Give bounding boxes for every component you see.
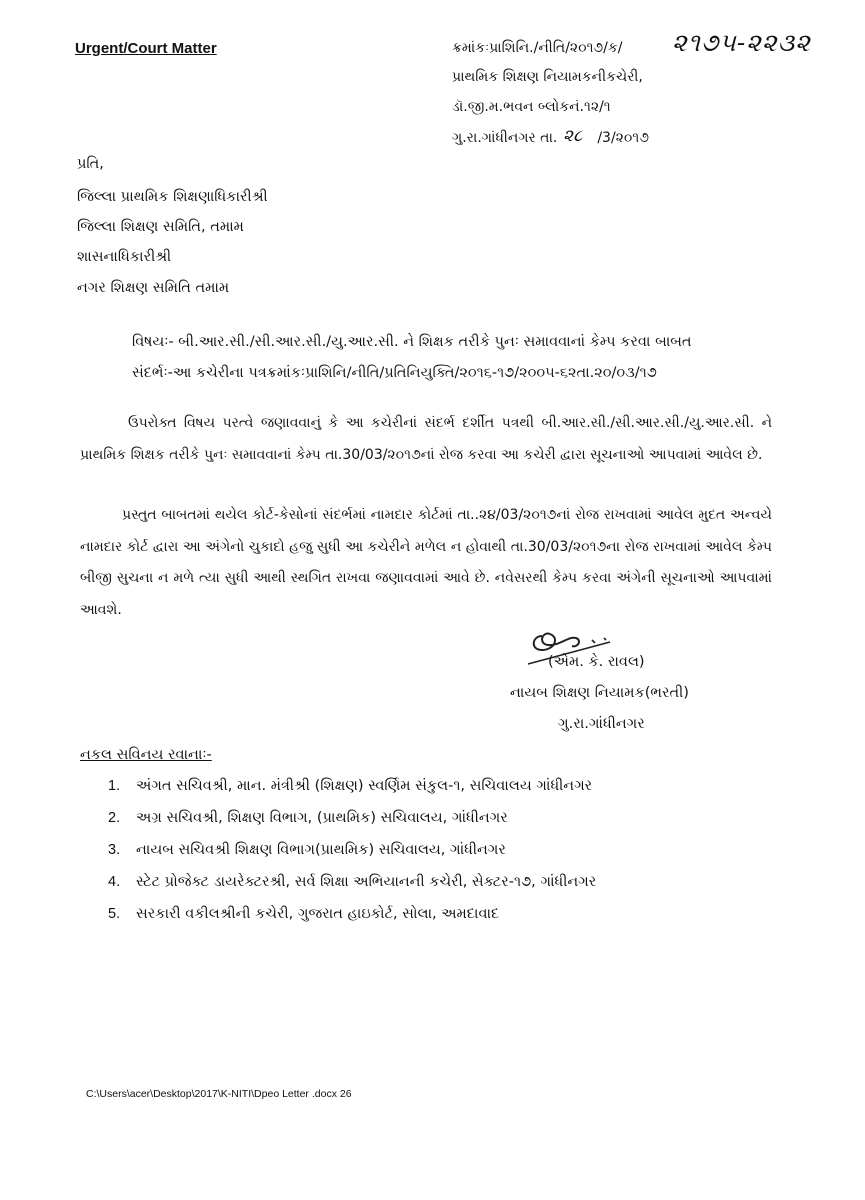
recipient-line: જિલ્લા શિક્ષણ સમિતિ, તમામ (77, 219, 244, 235)
handwritten-date-day: ૨૮ (563, 126, 583, 146)
copy-to-heading: નકલ સવિનય રવાનાઃ- (80, 747, 212, 763)
subject-line: વિષયઃ- બી.આર.સી./સી.આર.સી./યુ.આર.સી. ને શિક્ષક તરીકે પુનઃ સમાવવાનાં કેમ્પ કરવા બાબત (132, 334, 692, 350)
paragraph-text: ઉપરોક્ત વિષય પરત્વે જણાવવાનું કે આ કચેરીનાં સંદર્ભ દર્શીત પત્રથી બી.આર.સી./સી.આર.સી./યુ.આર.સી. ને પ્રાથમિક શિક્ષક તરીકે પુનઃ સમાવવાનાં કેમ્પ તા.30/03/૨૦૧૭નાં રોજ કરવા આ કચેરી દ્વારા સૂચનાઓ આપવામાં આવેલ છે. (80, 415, 772, 463)
list-item-number: 2. (108, 810, 121, 826)
prati-salutation: પ્રતિ, (77, 156, 104, 172)
body-paragraph-2 (80, 500, 772, 626)
list-item-text: સરકારી વકીલશ્રીની કચેરી, ગુજરાત હાઇકોર્ટ, સોલા, અમદાવાદ (136, 906, 500, 922)
file-path-footer: C:\Users\acer\Desktop\2017\K-NITI\Dpeo Letter .docx 26 (86, 1088, 352, 1100)
reference-number: ક્રમાંકઃપ્રાશિનિ./નીતિ/૨૦૧૭/ક/ (452, 40, 623, 56)
list-item (108, 770, 596, 802)
recipient-line: નગર શિક્ષણ સમિતિ તમામ (77, 280, 230, 296)
list-item (108, 898, 596, 930)
list-item-number: 4. (108, 874, 121, 890)
urgent-marking: Urgent/Court Matter (75, 40, 217, 57)
letter-date (452, 130, 649, 146)
list-item-text: નાયબ સચિવશ્રી શિક્ષણ વિભાગ(પ્રાથમિક) સચિવાલય, ગાંધીનગર (136, 842, 506, 858)
copy-to-list (108, 770, 596, 930)
list-item-text: અગ્ર સચિવશ્રી, શિક્ષણ વિભાગ, (પ્રાથમિક) સચિવાલય, ગાંધીનગર (136, 810, 508, 826)
list-item-text: અંગત સચિવશ્રી, માન. મંત્રીશ્રી (શિક્ષણ) સ્વર્ણિમ સંકુલ-૧, સચિવાલય ગાંધીનગર (136, 778, 593, 794)
signatory-place: ગુ.રા.ગાંધીનગર (558, 716, 645, 732)
recipient-line: જિલ્લા પ્રાથમિક શિક્ષણાધિકારીશ્રી (77, 189, 268, 205)
list-item-number: 5. (108, 906, 121, 922)
list-item-text: સ્ટેટ પ્રોજેક્ટ ડાયરેક્ટરશ્રી, સર્વ શિક્ષા અભિયાનની કચેરી, સેક્ટર-૧૭, ગાંધીનગર (136, 874, 597, 890)
body-paragraph-1 (80, 408, 772, 471)
paragraph-text: પ્રસ્તુત બાબતમાં થયેલ કોર્ટ-કેસોનાં સંદર્ભમાં નામદાર કોર્ટમાં તા..૨૪/03/૨૦૧૭નાં રોજ રાખવામાં આવેલ મુદત અન્વયે નામદાર કોર્ટ દ્વારા આ અંગેનો ચુકાદો હજુ સુધી આ કચેરીને મળેલ ન હોવાથી તા.30/03/૨૦૧૭ના રોજ રાખવામાં આવેલ કેમ્પ બીજી સુચના ન મળે ત્યા સુધી આથી સ્થગિત રાખવા જણાવવામાં આવે છે. નવેસરથી કેમ્પ કરવા અંગેની સૂચનાઓ આપવામાં આવશે. (80, 507, 772, 618)
list-item-number: 3. (108, 842, 121, 858)
office-address: ડૉ.જી.મ.ભવન બ્લોકનં.૧૨/૧ (452, 99, 611, 115)
list-item (108, 866, 596, 898)
signatory-name: (એમ. કે. રાવલ) (548, 654, 645, 670)
handwritten-reference-number: ૨૧૭૫-૨૨૩૨ (672, 28, 811, 57)
signatory-designation: નાયબ શિક્ષણ નિયામક(ભરતી) (510, 685, 689, 701)
list-item (108, 834, 596, 866)
office-name: પ્રાથમિક શિક્ષણ નિયામકનીકચેરી, (452, 69, 643, 85)
list-item-number: 1. (108, 778, 121, 794)
date-prefix: ગુ.રા.ગાંધીનગર તા. (452, 130, 558, 146)
list-item (108, 802, 596, 834)
reference-line: સંદર્ભઃ-આ કચેરીના પત્રક્રમાંકઃપ્રાશિનિ/નીતિ/પ્રતિનિયુક્તિ/૨૦૧૬-૧૭/૨૦૦૫-૬૨તા.૨૦/૦૩/૧૭ (132, 365, 657, 381)
date-rest: /3/૨૦૧૭ (597, 130, 649, 146)
recipient-line: શાસનાધિકારીશ્રી (77, 249, 172, 265)
